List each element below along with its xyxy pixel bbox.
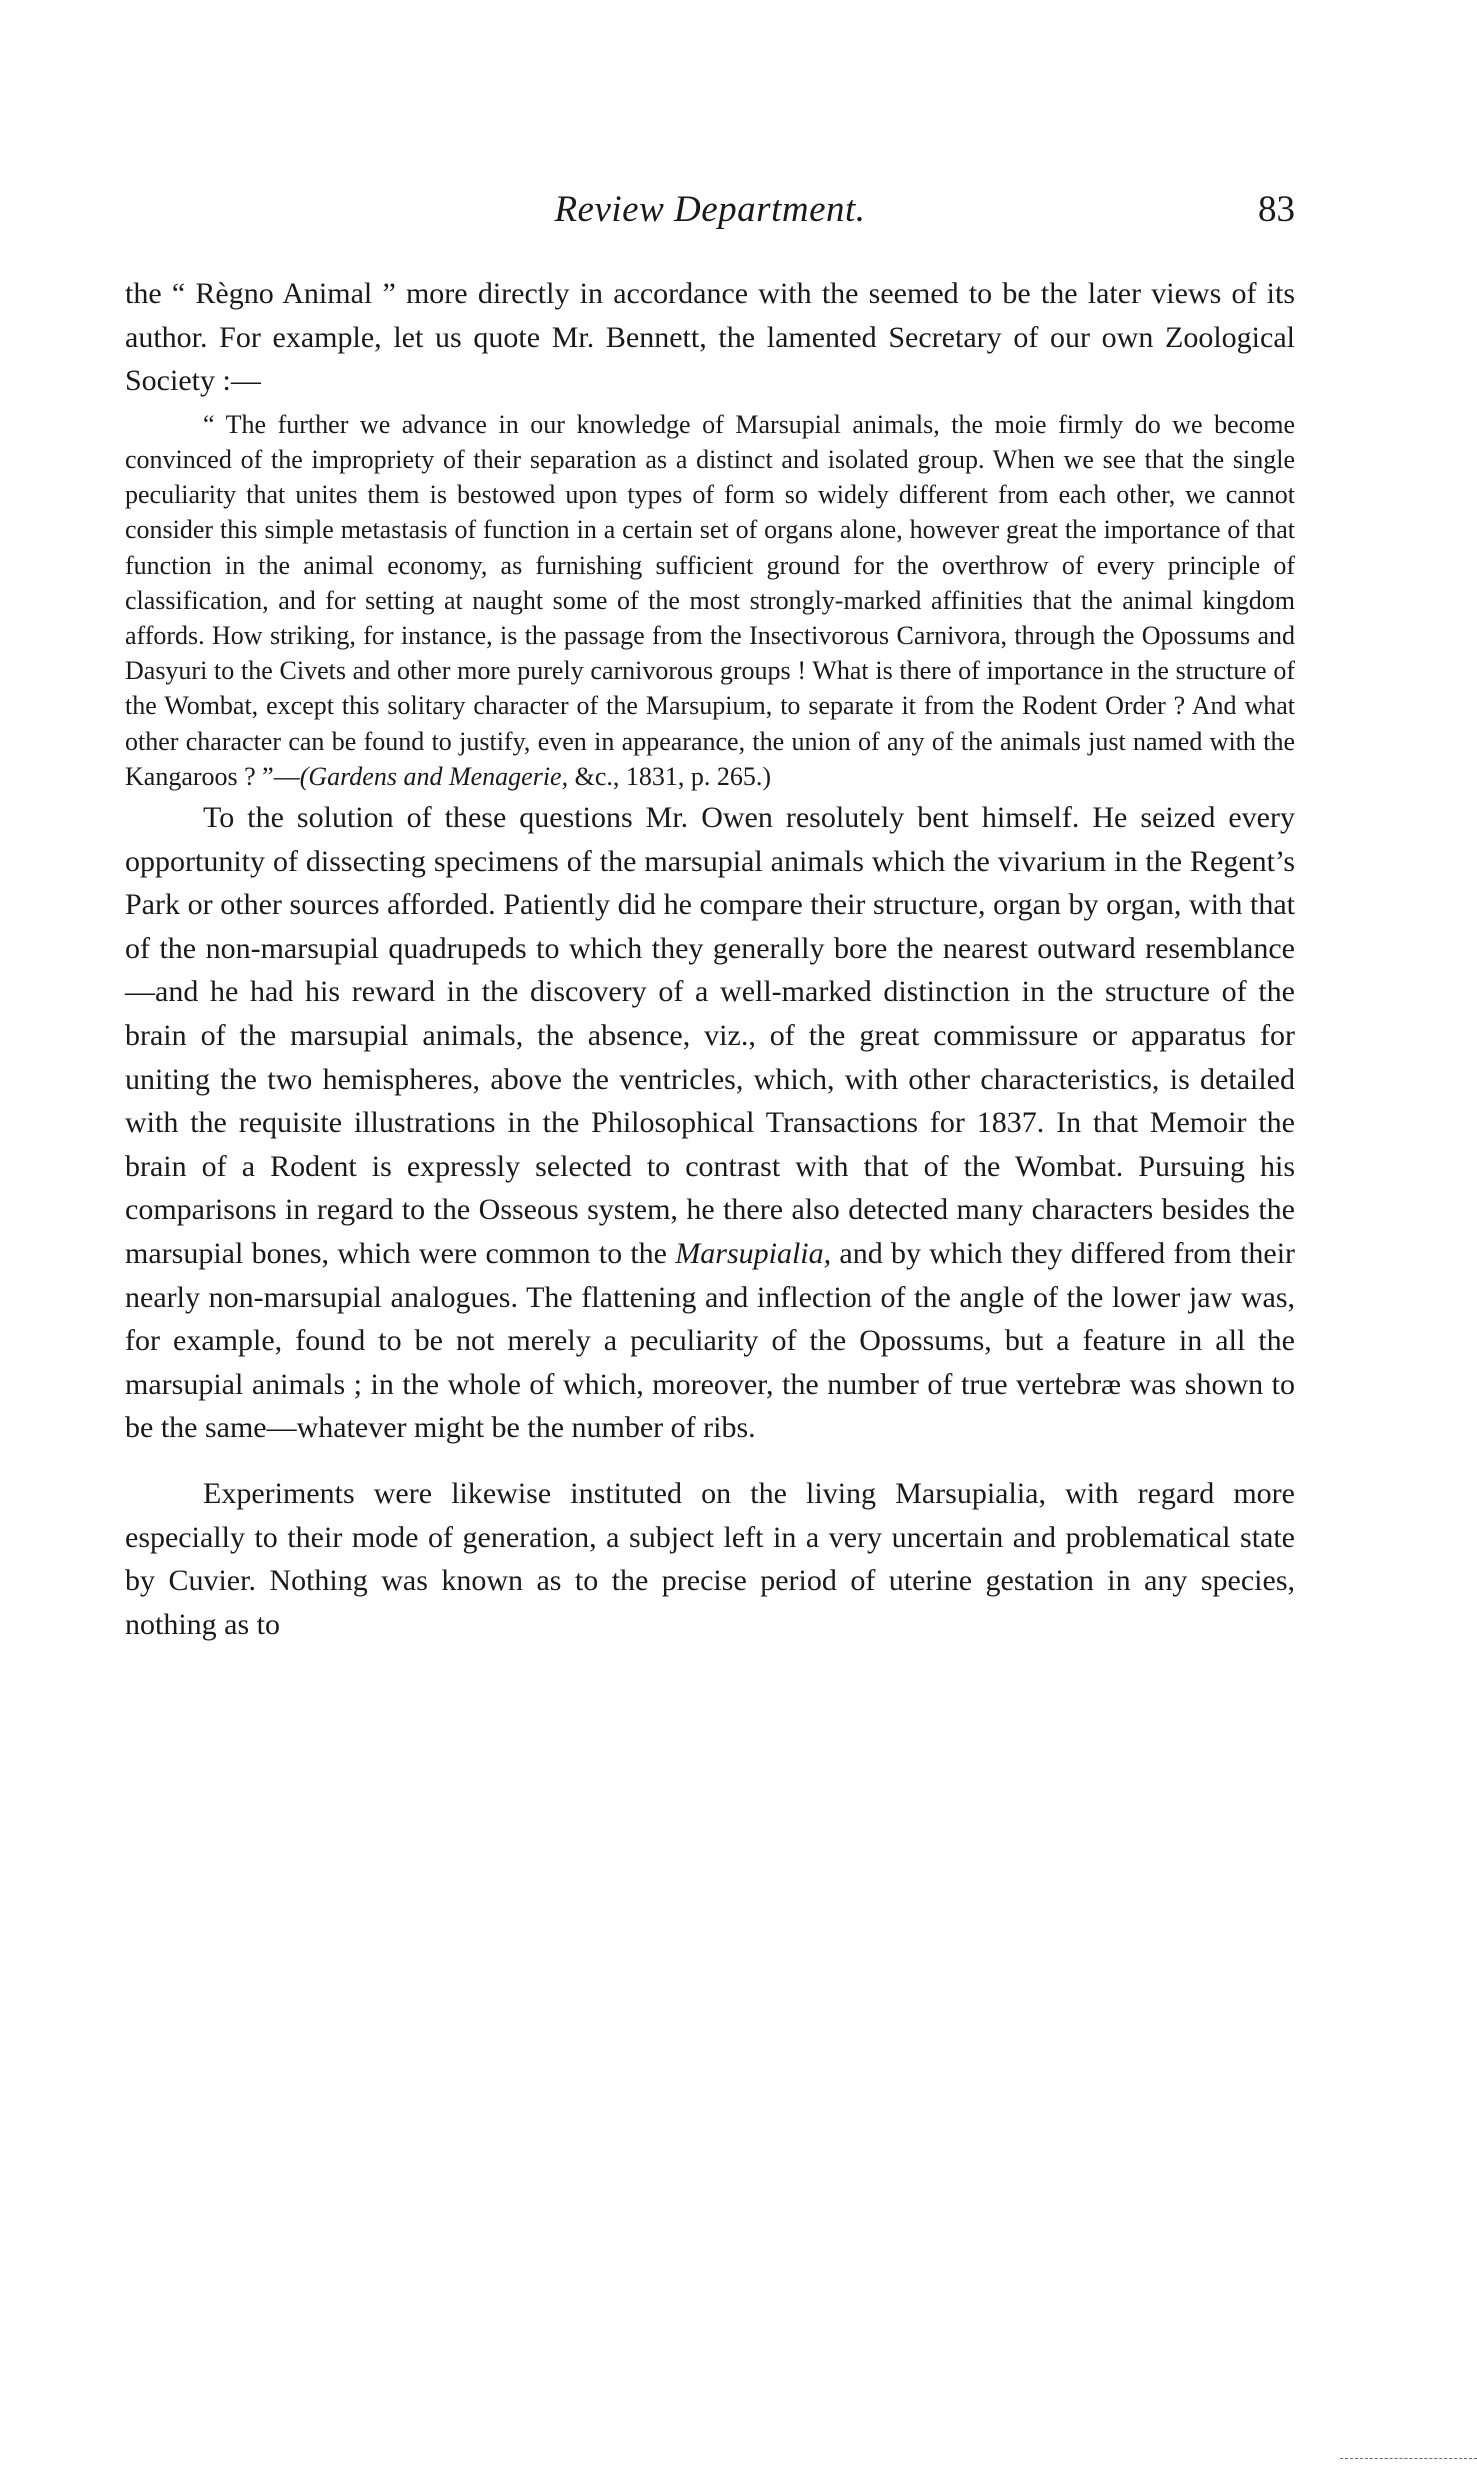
intro-paragraph: the “ Règno Animal ” more directly in accordance with the seemed to be the later views of its author. For example, let us quote Mr. Bennett, the lamented Secretary of our own Zoological Society :— — [125, 277, 1295, 398]
bennett-quote — [125, 407, 1295, 794]
bottom-rule — [1340, 2458, 1477, 2459]
quote-text: “ The further we advance in our knowledge of Marsupial animals, the moie firmly do we become convinced of the impropriety of their separation as a distinct and isolated group. When we see that the single peculiarity that unites them is bestowed upon types of form so widely different from each other, we cannot consider this simple metastasis of function in a certain set of organs alone, however great the importance of that function in the animal economy, as furnishing sufficient ground for the overthrow of every principle of classification, and for setting at naught some of the most strongly-marked affinities that the animal kingdom affords. How striking, for instance, is the passage from the Insectivorous Carnivora, through the Opossums and Dasyuri to the Civets and other more purely carnivorous groups ! What is there of importance in the structure of the Wombat, except this solitary character of the Marsupium, to separate it from the Rodent Order ? And what other character can be found to justify, even in appearance, the union of any of the animals just named with the Kangaroos ? ”— — [125, 409, 1295, 791]
owen-paragraph — [125, 796, 1295, 1450]
marsupialia-term: Marsupialia, — [675, 1236, 832, 1270]
owen-paragraph-text: To the solution of these questions Mr. Owen resolutely bent himself. He seized every opportunity of dissecting specimens of the marsupial animals which the vivarium in the Regent’s Park or other sources afforded. Patiently did he compare their structure, organ by organ, with that of the non-marsupial quadrupeds to which they generally bore the nearest outward resemblance—and he had his reward in the discovery of a well-marked distinction in the structure of the brain of the marsupial animals, the absence, viz., of the great commissure or apparatus for uniting the two hemispheres, above the ventricles, which, with other characteristics, is detailed with the requisite illustrations in the Philosophical Transactions for 1837. In that Memoir the brain of a Rodent is expressly selected to contrast with that of the Wombat. Pursuing his comparisons in regard to the Osseous system, he there also detected many characters besides the marsupial bones, which were common to the — [125, 801, 1295, 1270]
experiments-paragraph: Experiments were likewise instituted on the living Marsupialia, with regard more especially to their mode of generation, a subject left in a very uncertain and problematical state by Cuvier. Nothing was known as to the precise period of uterine gestation in any species, nothing as to — [125, 1476, 1295, 1641]
running-header — [125, 188, 1295, 248]
body-text — [125, 272, 1295, 1646]
page-number: 83 — [1258, 189, 1295, 230]
owen-paragraph-tail: and by which they differed from their nearly non-marsupial analogues. The flattening and inflection of the angle of the lower jaw was, for example, found to be not merely a peculiarity of the Opossums, but a feature in all the marsupial animals ; in the whole of which, moreover, the number of true vertebræ was shown to be the same—whatever might be the number of ribs. — [125, 1236, 1296, 1445]
quote-citation-italic: (Gardens and Menagerie, — [299, 761, 569, 791]
quote-citation-rest: &c., 1831, p. 265.) — [568, 761, 772, 791]
running-title: Review Department. — [554, 189, 866, 230]
